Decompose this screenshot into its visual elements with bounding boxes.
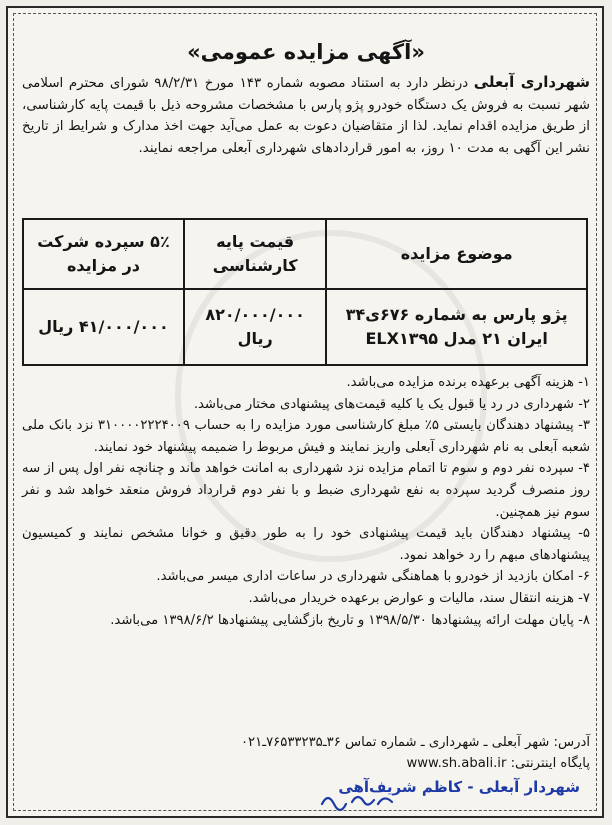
list-item: ۵- پیشنهاد دهندگان باید قیمت پیشنهادی خود را به طور دقیق و خوانا مشخص نمایند و کمیسیون پیشنهادهای مبهم را رد خواهد نمود. <box>22 526 590 563</box>
header-price: قیمت پایه کارشناسی <box>184 219 326 289</box>
website-label: پایگاه اینترنتی: <box>506 756 590 771</box>
list-item: ۴- سپرده نفر دوم و سوم تا اتمام مزایده نزد شهرداری به امانت خواهد ماند و چنانچه نفر اول پس از سه روز منصرف گردید سپرده به نفع شهرداری ضبط و با نفر دوم قرارداد فروش منعقد خواهد شد و نفر سوم نیز همچنین. <box>22 461 590 520</box>
cell-price: ۸۲۰/۰۰۰/۰۰۰ ریال <box>184 289 326 365</box>
header-deposit: ۵٪ سپرده شرکت در مزایده <box>23 219 184 289</box>
intro-body: درنظر دارد به استناد مصوبه شماره ۱۴۳ مورخ ۹۸/۲/۳۱ شورای محترم اسلامی شهر نسبت به فروش یک دستگاه خودرو پژو پارس با مشخصات مشروحه ذیل با قیمت پایه کارشناسی، از طریق مزایده اقدام نماید. لذا از متقاضیان دعوت به عمل می‌آید جهت اخذ مدارک و شرایط از تاریخ نشر این آگهی به مدت ۱۰ روز، به امور قراردادهای شهرداری آبعلی مراجعه نمایند. <box>22 76 590 156</box>
intro-paragraph <box>22 72 590 159</box>
list-item: ۲- شهرداری در رد یا قبول یک یا کلیه قیمت‌های پیشنهادی مختار می‌باشد. <box>193 396 590 412</box>
list-item: ۷- هزینه انتقال سند، مالیات و عوارض برعهده خریدار می‌باشد. <box>248 590 590 606</box>
intro-lead: شهرداری آبعلی <box>473 73 591 91</box>
cell-subject: پژو پارس به شماره ۶۷۶ی۳۴ ایران ۲۱ مدل ELX۱۳۹۵ <box>326 289 587 365</box>
notice-title: «آگهی مزایده عمومی» <box>187 40 425 64</box>
list-item: ۶- امکان بازدید از خودرو با هماهنگی شهرداری در ساعات اداری میسر می‌باشد. <box>156 569 590 585</box>
table-header-row <box>23 219 587 289</box>
list-item: ۸- پایان مهلت ارائه پیشنهادها ۱۳۹۸/۵/۳۰ و تاریخ بازگشایی پیشنهادها ۱۳۹۸/۶/۲ می‌باشد. <box>110 612 590 628</box>
address-block <box>22 732 590 774</box>
address-line: آدرس: شهر آبعلی ـ شهرداری ـ شماره تماس ۳۶ـ۷۶۵۳۳۲۳۵ـ۰۲۱ <box>240 735 590 750</box>
website-line <box>22 753 590 774</box>
cell-deposit: ۴۱/۰۰۰/۰۰۰ ریال <box>23 289 184 365</box>
list-item: ۱- هزینه آگهی برعهده برنده مزایده می‌باشد. <box>346 375 590 390</box>
conditions-list <box>22 372 590 631</box>
list-item: ۳- پیشنهاد دهندگان بایستی ۵٪ مبلغ کارشناسی مورد مزایده را به حساب ۳۱۰۰۰۰۲۲۲۴۰۰۹ نزد بانک ملی شعبه آبعلی به نام شهرداری آبعلی واریز نمایند و فیش مربوط را ضمیمه پیشنهاد خود نمایند. <box>22 418 590 455</box>
website-link[interactable]: www.sh.abali.ir <box>406 756 507 771</box>
handwritten-mark <box>318 786 398 814</box>
auction-table <box>22 218 588 366</box>
header-subject: موضوع مزایده <box>326 219 587 289</box>
signature-line: شهردار آبعلی - کاظم شریف‌آهی <box>338 778 580 796</box>
table-row <box>23 289 587 365</box>
